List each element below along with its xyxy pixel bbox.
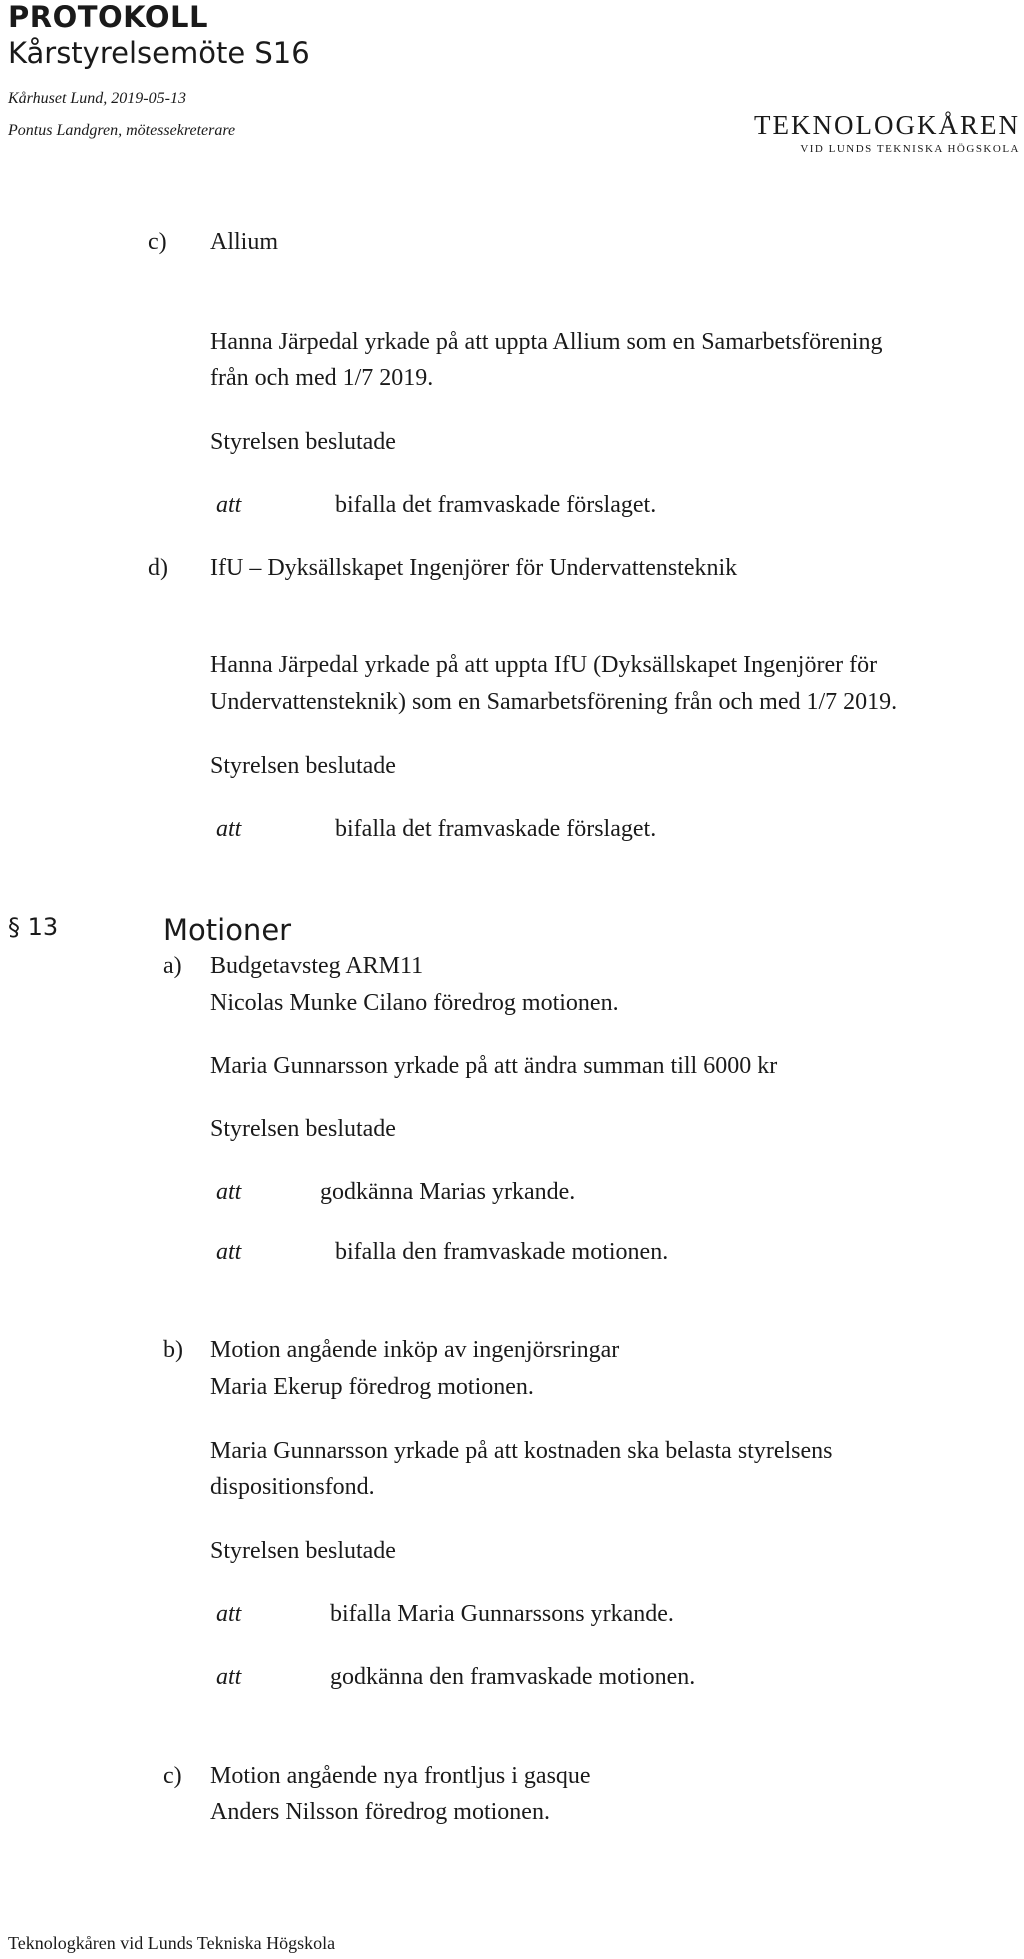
organization-name: TEKNOLOGKÅREN — [754, 110, 1020, 140]
section-title: Motioner — [163, 913, 292, 947]
item-d-decision-intro: Styrelsen beslutade — [210, 753, 396, 779]
item-c-att: att — [216, 492, 242, 518]
motion-a-letter: a) — [163, 953, 182, 979]
item-d-decision-text: bifalla det framvaskade förslaget. — [335, 816, 657, 842]
motion-a-title: Budgetavsteg ARM11 — [210, 953, 424, 979]
motion-a-decision-text: godkänna Marias yrkande. — [320, 1179, 576, 1205]
motion-a-att: att — [216, 1239, 242, 1265]
motion-b-letter: b) — [163, 1337, 183, 1363]
motion-b-paragraph-line: Maria Gunnarsson yrkade på att kostnaden ska belasta styrelsens — [210, 1438, 833, 1464]
motion-a-decision-intro: Styrelsen beslutade — [210, 1116, 396, 1142]
item-d-letter: d) — [148, 555, 168, 581]
motion-a-att: att — [216, 1179, 242, 1205]
item-c-decision-intro: Styrelsen beslutade — [210, 429, 396, 455]
item-c-decision-text: bifalla det framvaskade förslaget. — [335, 492, 657, 518]
item-c-title: Allium — [210, 229, 279, 255]
motion-a-presenter: Nicolas Munke Cilano föredrog motionen. — [210, 990, 619, 1016]
secretary-line: Pontus Landgren, mötessekreterare — [8, 122, 236, 139]
motion-c-presenter: Anders Nilsson föredrog motionen. — [210, 1799, 550, 1825]
motion-b-decision-text: godkänna den framvaskade motionen. — [330, 1664, 696, 1690]
item-c-letter: c) — [148, 229, 167, 255]
motion-c-title: Motion angående nya frontljus i gasque — [210, 1763, 591, 1789]
motion-b-att: att — [216, 1664, 242, 1690]
motion-b-decision-intro: Styrelsen beslutade — [210, 1538, 396, 1564]
meeting-location-date: Kårhuset Lund, 2019-05-13 — [8, 90, 186, 107]
item-d-paragraph-line: Undervattensteknik) som en Samarbetsförening från och med 1/7 2019. — [210, 689, 898, 715]
motion-b-title: Motion angående inköp av ingenjörsringar — [210, 1337, 620, 1363]
page-footer: Teknologkåren vid Lunds Tekniska Högskola — [8, 1933, 336, 1953]
document-title: PROTOKOLL — [8, 0, 208, 34]
organization-subtitle: VID LUNDS TEKNISKA HÖGSKOLA — [800, 143, 1020, 155]
item-d-paragraph-line: Hanna Järpedal yrkade på att uppta IfU (Dyksällskapet Ingenjörer för — [210, 652, 878, 678]
motion-b-presenter: Maria Ekerup föredrog motionen. — [210, 1374, 534, 1400]
motion-a-decision-text: bifalla den framvaskade motionen. — [335, 1239, 669, 1265]
section-number: § 13 — [8, 913, 59, 941]
motion-b-decision-text: bifalla Maria Gunnarssons yrkande. — [330, 1601, 674, 1627]
item-d-title: IfU – Dyksällskapet Ingenjörer för Undervattensteknik — [210, 555, 738, 581]
motion-b-paragraph-line: dispositionsfond. — [210, 1474, 375, 1500]
item-d-att: att — [216, 816, 242, 842]
motion-b-att: att — [216, 1601, 242, 1627]
motion-c-letter: c) — [163, 1763, 182, 1789]
item-c-paragraph-line: från och med 1/7 2019. — [210, 365, 434, 391]
item-c-paragraph-line: Hanna Järpedal yrkade på att uppta Allium som en Samarbetsförening — [210, 329, 883, 355]
document-subtitle: Kårstyrelsemöte S16 — [8, 36, 310, 70]
motion-a-paragraph-line: Maria Gunnarsson yrkade på att ändra summan till 6000 kr — [210, 1053, 778, 1079]
